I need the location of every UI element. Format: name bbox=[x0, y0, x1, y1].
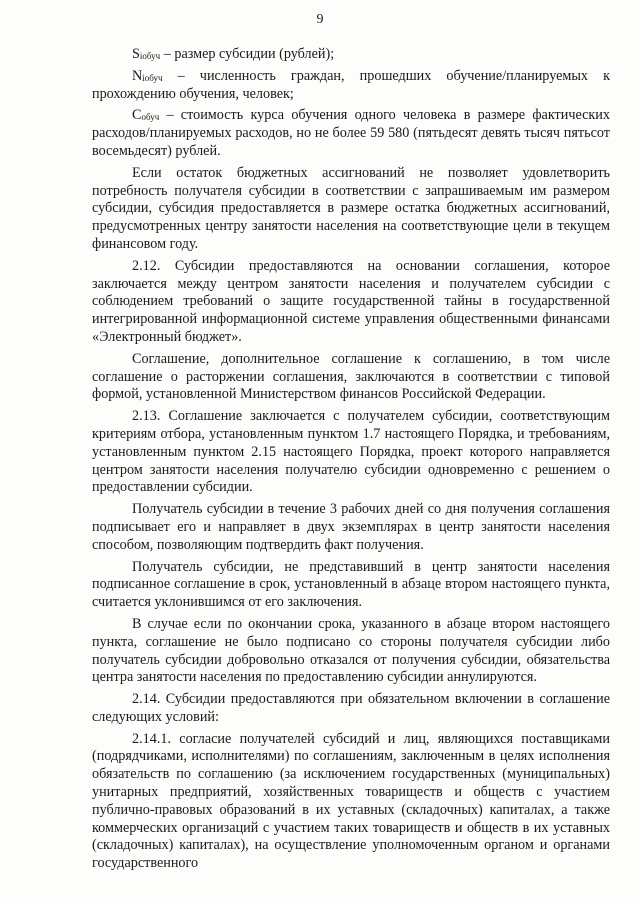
paragraph-2-13: 2.13. Соглашение заключается с получателем субсидии, соответствующим критериям отбора, установленным пунктом 1.7 настоящего Порядка, и требованиям, установленным пунктом 2.15 настоящего Порядка, проект которого направляется центром занятости населения получателю субсидии одновременно с решением о предоставлении субсидии. bbox=[92, 408, 610, 496]
paragraph: Получатель субсидии, не представивший в центр занятости населения подписанное соглашение в срок, установленный в абзаце втором настоящего пункта, считается уклонившимся от его заключения. bbox=[92, 558, 610, 611]
definition-text: – стоимость курса обучения одного человека в размере фактических расходов/планируемых расходов, но не более 59 580 (пятьдесят девять тысяч пятьсот восемьдесят) рублей. bbox=[92, 107, 610, 159]
formula-definition-c bbox=[92, 107, 610, 160]
paragraph: Соглашение, дополнительное соглашение к соглашению, в том числе соглашение о расторжении соглашения, заключаются в соответствии с типовой формой, установленной Министерством финансов Российской Федерации. bbox=[92, 350, 610, 403]
paragraph: В случае если по окончании срока, указанного в абзаце втором настоящего пункта, соглашение не было подписано со стороны получателя субсидии либо получатель субсидии добровольно отказался от получения субсидии, обязательства центра занятости населения по предоставлению субсидии аннулируются. bbox=[92, 615, 610, 686]
subscript-s: iобуч bbox=[139, 51, 161, 61]
subscript-c: обуч bbox=[141, 112, 160, 123]
formula-definition-s bbox=[92, 46, 610, 64]
paragraph-2-14: 2.14. Субсидии предоставляются при обязательном включении в соглашение следующих условий: bbox=[92, 691, 610, 725]
definition-text: – размер субсидии (рублей); bbox=[160, 46, 335, 62]
subscript-n: iобуч bbox=[142, 72, 163, 83]
formula-definition-n bbox=[92, 68, 610, 104]
document-body bbox=[92, 46, 610, 877]
paragraph: Если остаток бюджетных ассигнований не позволяет удовлетворить потребность получателя субсидии в соответствии с запрашиваемым им размером субсидии, субсидия предоставляется в размере остатка бюджетных ассигнований, предусмотренных центру занятости населения на соответствующие цели в текущем финансовом году. bbox=[92, 164, 610, 252]
symbol-n: N bbox=[132, 67, 143, 84]
definition-text: – численность граждан, прошедших обучение/планируемых к прохождению обучения, человек; bbox=[92, 67, 610, 102]
symbol-s: S bbox=[132, 46, 140, 62]
paragraph: Получатель субсидии в течение 3 рабочих дней со дня получения соглашения подписывает его и направляет в двух экземплярах в центр занятости населения способом, позволяющим подтвердить факт получения. bbox=[92, 501, 610, 553]
paragraph-2-12: 2.12. Субсидии предоставляются на основании соглашения, которое заключается между центром занятости населения и получателем субсидии с соблюдением требований о защите государственной тайны в государственной интегрированной информационной системе управления общественными финансами «Электронный бюджет». bbox=[92, 257, 610, 345]
page-number: 9 bbox=[316, 12, 324, 27]
symbol-c: C bbox=[132, 107, 142, 124]
paragraph-2-14-1: 2.14.1. согласие получателей субсидий и лиц, являющихся поставщиками (подрядчиками, исполнителями) по соглашениям, заключенным в целях исполнения обязательств по соглашению (за исключением государственных (муниципальных) унитарных предприятий, хозяйственных товариществ и обществ с участием публично-правовых образований в их уставных (складочных) капиталах, а также коммерческих организаций с участием таких товариществ и обществ в их уставных (складочных) капиталах), на осуществление уполномоченным органом и органами государственного bbox=[92, 730, 610, 872]
